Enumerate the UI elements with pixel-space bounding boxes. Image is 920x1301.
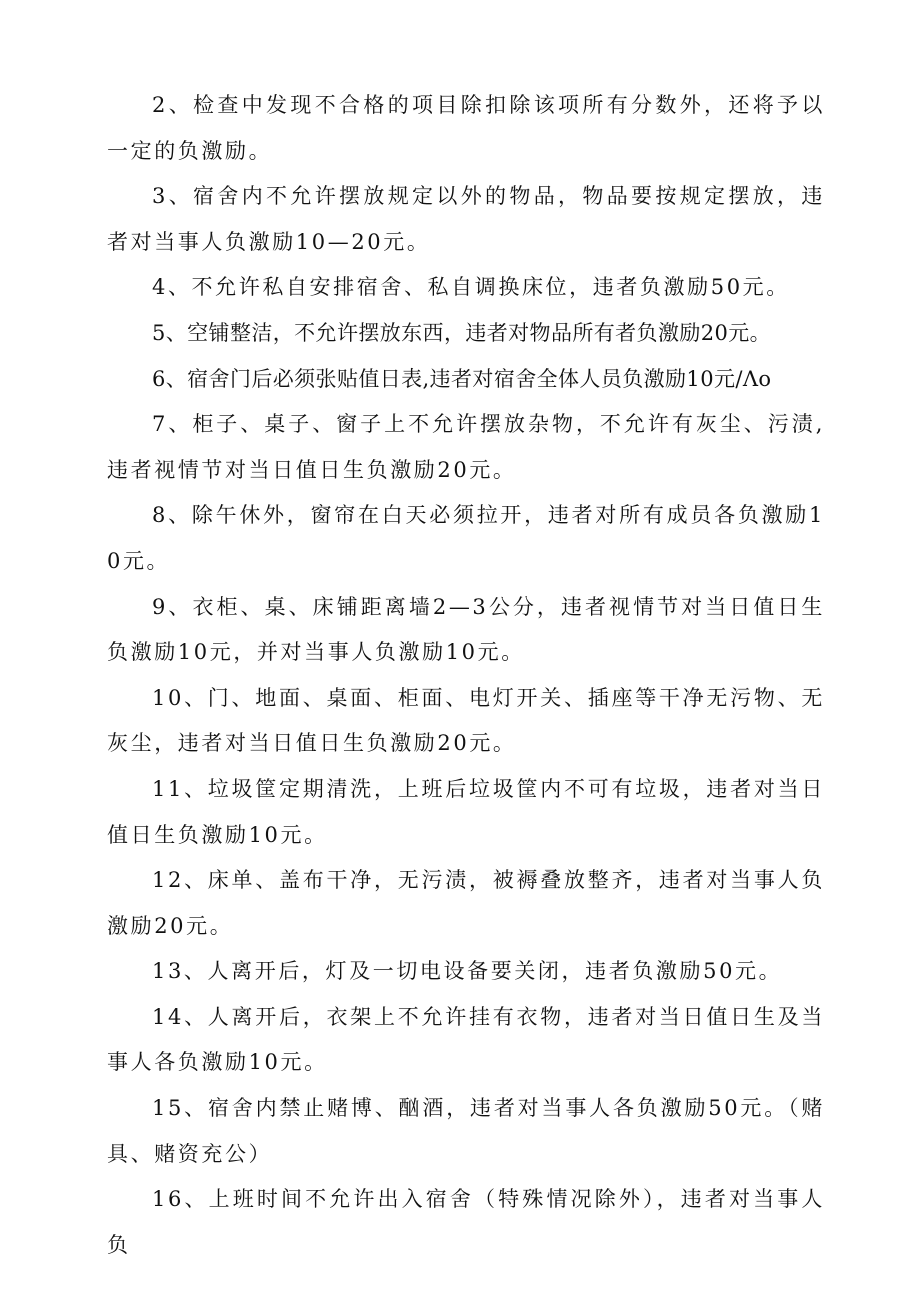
rule-paragraph-2: 2、检查中发现不合格的项目除扣除该项所有分数外，还将予以一定的负激励。 <box>107 93 825 163</box>
rule-paragraph-16: 16、上班时间不允许出入宿舍（特殊情况除外），违者对当事人负 <box>107 1187 825 1257</box>
document-body <box>107 83 825 1268</box>
rule-paragraph-5: 5、空铺整洁，不允许摆放东西，违者对物品所有者负激励20元。 <box>152 320 772 345</box>
rule-paragraph-14: 14、人离开后，衣架上不允许挂有衣物，违者对当日值日生及当事人各负激励10元。 <box>107 1004 825 1075</box>
rule-paragraph-3: 3、宿舍内不允许摆放规定以外的物品，物品要按规定摆放，违者对当事人负激励10—20元。 <box>107 184 825 254</box>
rule-paragraph-6: 6、宿舍门后必须张贴值日表,违者对宿舍全体人员负激励10元/Λo <box>152 366 772 391</box>
rule-paragraph-11: 11、垃圾筐定期清洗，上班后垃圾筐内不可有垃圾，违者对当日值日生负激励10元。 <box>107 776 825 847</box>
rule-paragraph-15: 15、宿舍内禁止赌博、酗酒，违者对当事人各负激励50元。（赌具、赌资充公） <box>107 1096 825 1166</box>
rule-paragraph-12: 12、床单、盖布干净，无污渍，被褥叠放整齐，违者对当事人负激励20元。 <box>107 868 825 938</box>
rule-paragraph-7: 7、柜子、桌子、窗子上不允许摆放杂物，不允许有灰尘、污渍,违者视情节对当日值日生负激励20元。 <box>107 412 825 482</box>
rule-paragraph-8: 8、除午休外，窗帘在白天必须拉开，违者对所有成员各负激励10元。 <box>107 503 825 573</box>
rule-paragraph-4: 4、不允许私自安排宿舍、私自调换床位，违者负激励50元。 <box>152 275 790 300</box>
rule-paragraph-9: 9、衣柜、桌、床铺距离墙2—3公分，违者视情节对当日值日生负激励10元，并对当事人负激励10元。 <box>107 594 825 665</box>
rule-paragraph-10: 10、门、地面、桌面、柜面、电灯开关、插座等干净无污物、无灰尘，违者对当日值日生负激励20元。 <box>107 685 825 756</box>
rule-paragraph-13: 13、人离开后，灯及一切电设备要关闭，违者负激励50元。 <box>152 959 783 984</box>
